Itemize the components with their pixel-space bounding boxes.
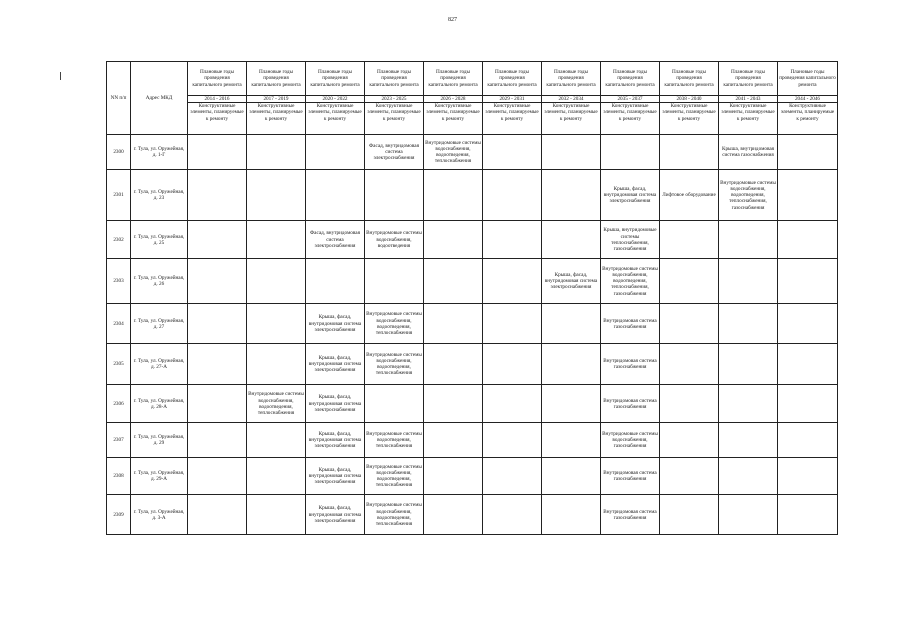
repair-elements-cell: Внутридомовая система газоснабжения — [601, 458, 660, 495]
repair-elements-cell — [247, 344, 306, 385]
repair-elements-cell: Фасад, внутридомовая система электроснабжения — [306, 221, 365, 259]
header-elements-label: Конструктивные элементы, планируемые к ремонту — [778, 103, 838, 135]
repair-elements-cell — [188, 304, 247, 344]
repair-elements-cell — [483, 170, 542, 221]
repair-elements-cell — [424, 458, 483, 495]
repair-elements-cell: Крыша, внутридомовые системы теплоснабжения, газоснабжения — [601, 221, 660, 259]
table-row — [107, 259, 838, 304]
header-period-label: Плановые годы проведения капитального ремонта — [601, 62, 660, 96]
repair-elements-cell: Крыша, фасад, внутридомовая система электроснабжения — [306, 458, 365, 495]
repair-elements-cell — [719, 259, 778, 304]
repair-elements-cell — [719, 221, 778, 259]
repair-elements-cell: Крыша, фасад, внутридомовая система электроснабжения — [306, 344, 365, 385]
row-address: г. Тула, ул. Оружейная, д. 25 — [131, 221, 188, 259]
repair-elements-cell — [247, 304, 306, 344]
repair-elements-cell — [660, 385, 719, 423]
row-number: 2301 — [107, 170, 131, 221]
row-address: г. Тула, ул. Оружейная, д. 26 — [131, 259, 188, 304]
repair-elements-cell — [424, 259, 483, 304]
repair-elements-cell — [188, 344, 247, 385]
repair-elements-cell: Крыша, внутридомовая система газоснабжения — [719, 135, 778, 170]
repair-elements-cell — [778, 495, 838, 535]
repair-elements-cell: Внутридомовые системы водоснабжения, водоотведения, теплоснабжения — [365, 495, 424, 535]
scan-margin-mark — [60, 72, 61, 80]
row-number: 2308 — [107, 458, 131, 495]
repair-elements-cell: Внутридомовая система газоснабжения — [601, 385, 660, 423]
header-num: NN п/п — [107, 62, 131, 135]
repair-elements-cell — [483, 458, 542, 495]
row-address: г. Тула, ул. Оружейная, д. 1-Г — [131, 135, 188, 170]
header-period-years: 2038 - 2040 — [660, 96, 719, 103]
repair-elements-cell — [660, 221, 719, 259]
repair-elements-cell — [188, 385, 247, 423]
header-elements-label: Конструктивные элементы, планируемые к ремонту — [483, 103, 542, 135]
header-elements-label: Конструктивные элементы, планируемые к ремонту — [306, 103, 365, 135]
repair-elements-cell — [778, 170, 838, 221]
repair-elements-cell: Внутридомовая система газоснабжения — [601, 304, 660, 344]
repair-elements-cell: Крыша, фасад, внутридомовая система электроснабжения — [601, 170, 660, 221]
repair-elements-cell — [719, 423, 778, 458]
row-address: г. Тула, ул. Оружейная, д. 27 — [131, 304, 188, 344]
repair-elements-cell — [188, 221, 247, 259]
repair-elements-cell: Крыша, фасад, внутридомовая система электроснабжения — [306, 495, 365, 535]
repair-elements-cell: Внутридомовые системы водоснабжения, водоотведения — [365, 221, 424, 259]
repair-elements-cell — [660, 304, 719, 344]
repair-elements-cell — [483, 423, 542, 458]
header-period-label: Плановые годы проведения капитального ремонта — [719, 62, 778, 96]
repair-elements-cell — [424, 495, 483, 535]
repair-elements-cell — [424, 304, 483, 344]
repair-elements-cell — [778, 259, 838, 304]
header-period-years: 2035 - 2037 — [601, 96, 660, 103]
row-number: 2300 — [107, 135, 131, 170]
header-period-years: 2029 - 2031 — [483, 96, 542, 103]
repair-elements-cell — [660, 495, 719, 535]
header-elements-label: Конструктивные элементы, планируемые к ремонту — [601, 103, 660, 135]
repair-elements-cell — [719, 495, 778, 535]
table-row — [107, 458, 838, 495]
repair-elements-cell: Крыша, фасад, внутридомовая система электроснабжения — [306, 423, 365, 458]
repair-elements-cell — [542, 344, 601, 385]
repair-elements-cell — [247, 423, 306, 458]
table-row — [107, 221, 838, 259]
repair-elements-cell — [542, 385, 601, 423]
row-address: г. Тула, ул. Оружейная, д. 29-А — [131, 458, 188, 495]
repair-elements-cell — [483, 135, 542, 170]
repair-elements-cell — [719, 458, 778, 495]
header-period-label: Плановые годы проведения капитального ремонта — [483, 62, 542, 96]
header-period-years: 2020 - 2022 — [306, 96, 365, 103]
repair-elements-cell — [719, 344, 778, 385]
row-address: г. Тула, ул. Оружейная, д. 29 — [131, 423, 188, 458]
row-number: 2304 — [107, 304, 131, 344]
repair-elements-cell — [247, 170, 306, 221]
repair-elements-cell — [188, 170, 247, 221]
repair-elements-cell — [365, 259, 424, 304]
repair-elements-cell — [188, 135, 247, 170]
repair-elements-cell — [483, 259, 542, 304]
header-address: Адрес МКД — [131, 62, 188, 135]
repair-elements-cell: Внутридомовые системы водоснабжения, газоснабжения — [601, 423, 660, 458]
row-address: г. Тула, ул. Оружейная, д. 28-А — [131, 385, 188, 423]
repair-elements-cell: Внутридомовые системы водоснабжения, водоотведения, теплоснабжения — [247, 385, 306, 423]
header-period-years: 2041 - 2043 — [719, 96, 778, 103]
repair-elements-cell — [188, 259, 247, 304]
repair-elements-cell — [778, 423, 838, 458]
header-elements-label: Конструктивные элементы, планируемые к ремонту — [660, 103, 719, 135]
repair-elements-cell — [247, 495, 306, 535]
header-elements-label: Конструктивные элементы, планируемые к ремонту — [188, 103, 247, 135]
repair-elements-cell — [483, 385, 542, 423]
repair-elements-cell — [306, 135, 365, 170]
header-period-years: 2014 - 2016 — [188, 96, 247, 103]
header-period-years: 2044 - 2046 — [778, 96, 838, 103]
repair-elements-cell — [483, 344, 542, 385]
repair-elements-cell — [424, 423, 483, 458]
table-row — [107, 423, 838, 458]
repair-elements-cell — [719, 385, 778, 423]
repair-elements-cell — [188, 458, 247, 495]
repair-elements-cell — [247, 458, 306, 495]
header-period-years: 2023 - 2025 — [365, 96, 424, 103]
header-elements-label: Конструктивные элементы, планируемые к ремонту — [247, 103, 306, 135]
repair-elements-cell — [483, 495, 542, 535]
repair-elements-cell — [601, 135, 660, 170]
repair-elements-cell — [778, 221, 838, 259]
repair-elements-cell — [424, 344, 483, 385]
header-period-label: Плановые годы проведения капитального ремонта — [660, 62, 719, 96]
repair-elements-cell — [483, 221, 542, 259]
repair-elements-cell — [188, 423, 247, 458]
header-period-years: 2017 - 2019 — [247, 96, 306, 103]
page-number: 827 — [448, 17, 457, 23]
row-address: г. Тула, ул. Оружейная, д. 23 — [131, 170, 188, 221]
repair-elements-cell — [247, 259, 306, 304]
row-address: г. Тула, ул. Оружейная, д. 27-А — [131, 344, 188, 385]
row-number: 2307 — [107, 423, 131, 458]
repair-elements-cell: Внутридомовые системы водоснабжения, водоотведения, теплоснабжения, газоснабжения — [719, 170, 778, 221]
repair-elements-cell — [542, 423, 601, 458]
repair-elements-cell — [660, 344, 719, 385]
repair-elements-cell: Внутридомовая система газоснабжения — [601, 495, 660, 535]
header-period-label: Плановые годы проведения капитального ремонта — [778, 62, 838, 96]
repair-elements-cell: Внутридомовые системы водоснабжения, водоотведения, теплоснабжения — [424, 135, 483, 170]
table-row — [107, 385, 838, 423]
header-period-label: Плановые годы проведения капитального ремонта — [542, 62, 601, 96]
repair-elements-cell: Крыша, фасад, внутридомовая система электроснабжения — [306, 304, 365, 344]
repair-elements-cell — [542, 458, 601, 495]
repair-elements-cell — [660, 458, 719, 495]
repair-elements-cell — [778, 344, 838, 385]
repair-elements-cell — [660, 259, 719, 304]
repair-elements-cell: Внутридомовые системы водоснабжения, водоотведения, теплоснабжения — [365, 304, 424, 344]
repair-elements-cell — [778, 385, 838, 423]
row-number: 2305 — [107, 344, 131, 385]
row-number: 2309 — [107, 495, 131, 535]
header-period-years: 2026 - 2028 — [424, 96, 483, 103]
row-address: г. Тула, ул. Оружейная, д. 3-А — [131, 495, 188, 535]
repair-elements-cell — [542, 135, 601, 170]
repair-elements-cell — [542, 495, 601, 535]
table-body — [107, 135, 838, 535]
repair-elements-cell — [424, 385, 483, 423]
repair-elements-cell — [306, 170, 365, 221]
repair-elements-cell: Фасад, внутридомовая система электроснабжения — [365, 135, 424, 170]
header-elements-label: Конструктивные элементы, планируемые к ремонту — [424, 103, 483, 135]
repair-elements-cell — [542, 221, 601, 259]
table-row — [107, 344, 838, 385]
repair-elements-cell: Внутридомовые системы водоснабжения, водоотведения, теплоснабжения — [365, 344, 424, 385]
row-number: 2303 — [107, 259, 131, 304]
repair-elements-cell — [247, 135, 306, 170]
repair-elements-cell — [719, 304, 778, 344]
repair-elements-cell: Крыша, фасад, внутридомовая система электроснабжения — [306, 385, 365, 423]
repair-elements-cell — [424, 221, 483, 259]
repair-elements-cell — [424, 170, 483, 221]
header-period-label: Плановые годы проведения капитального ремонта — [424, 62, 483, 96]
repair-elements-cell — [483, 304, 542, 344]
repair-elements-cell — [542, 304, 601, 344]
row-number: 2302 — [107, 221, 131, 259]
repair-schedule-table — [106, 61, 838, 535]
repair-elements-cell: Лифтовое оборудование — [660, 170, 719, 221]
table-row — [107, 135, 838, 170]
header-period-label: Плановые годы проведения капитального ремонта — [306, 62, 365, 96]
row-number: 2306 — [107, 385, 131, 423]
repair-elements-cell — [778, 458, 838, 495]
repair-elements-cell — [365, 385, 424, 423]
repair-elements-cell — [306, 259, 365, 304]
table-row — [107, 495, 838, 535]
repair-elements-cell: Внутридомовые системы водоснабжения, водоотведения, теплоснабжения — [365, 458, 424, 495]
table-row — [107, 304, 838, 344]
table-row — [107, 170, 838, 221]
repair-elements-cell — [660, 423, 719, 458]
header-period-label: Плановые годы проведения капитального ремонта — [188, 62, 247, 96]
repair-elements-cell: Внутридомовые системы водоснабжения, водоотведения, теплоснабжения, газоснабжения — [601, 259, 660, 304]
header-period-years: 2032 - 2034 — [542, 96, 601, 103]
repair-elements-cell: Внутридомовые системы водоотведения, теплоснабжения — [365, 423, 424, 458]
repair-elements-cell — [778, 135, 838, 170]
repair-elements-cell — [542, 170, 601, 221]
repair-elements-cell: Внутридомовая система газоснабжения — [601, 344, 660, 385]
header-period-label: Плановые годы проведения капитального ремонта — [365, 62, 424, 96]
repair-elements-cell — [778, 304, 838, 344]
table-header — [107, 62, 838, 135]
header-elements-label: Конструктивные элементы, планируемые к ремонту — [365, 103, 424, 135]
header-period-label: Плановые годы проведения капитального ремонта — [247, 62, 306, 96]
repair-elements-cell — [188, 495, 247, 535]
repair-elements-cell — [247, 221, 306, 259]
repair-elements-cell — [660, 135, 719, 170]
repair-elements-cell — [365, 170, 424, 221]
header-elements-label: Конструктивные элементы, планируемые к ремонту — [542, 103, 601, 135]
repair-elements-cell: Крыша, фасад, внутридомовая система электроснабжения — [542, 259, 601, 304]
header-elements-label: Конструктивные элементы, планируемые к ремонту — [719, 103, 778, 135]
